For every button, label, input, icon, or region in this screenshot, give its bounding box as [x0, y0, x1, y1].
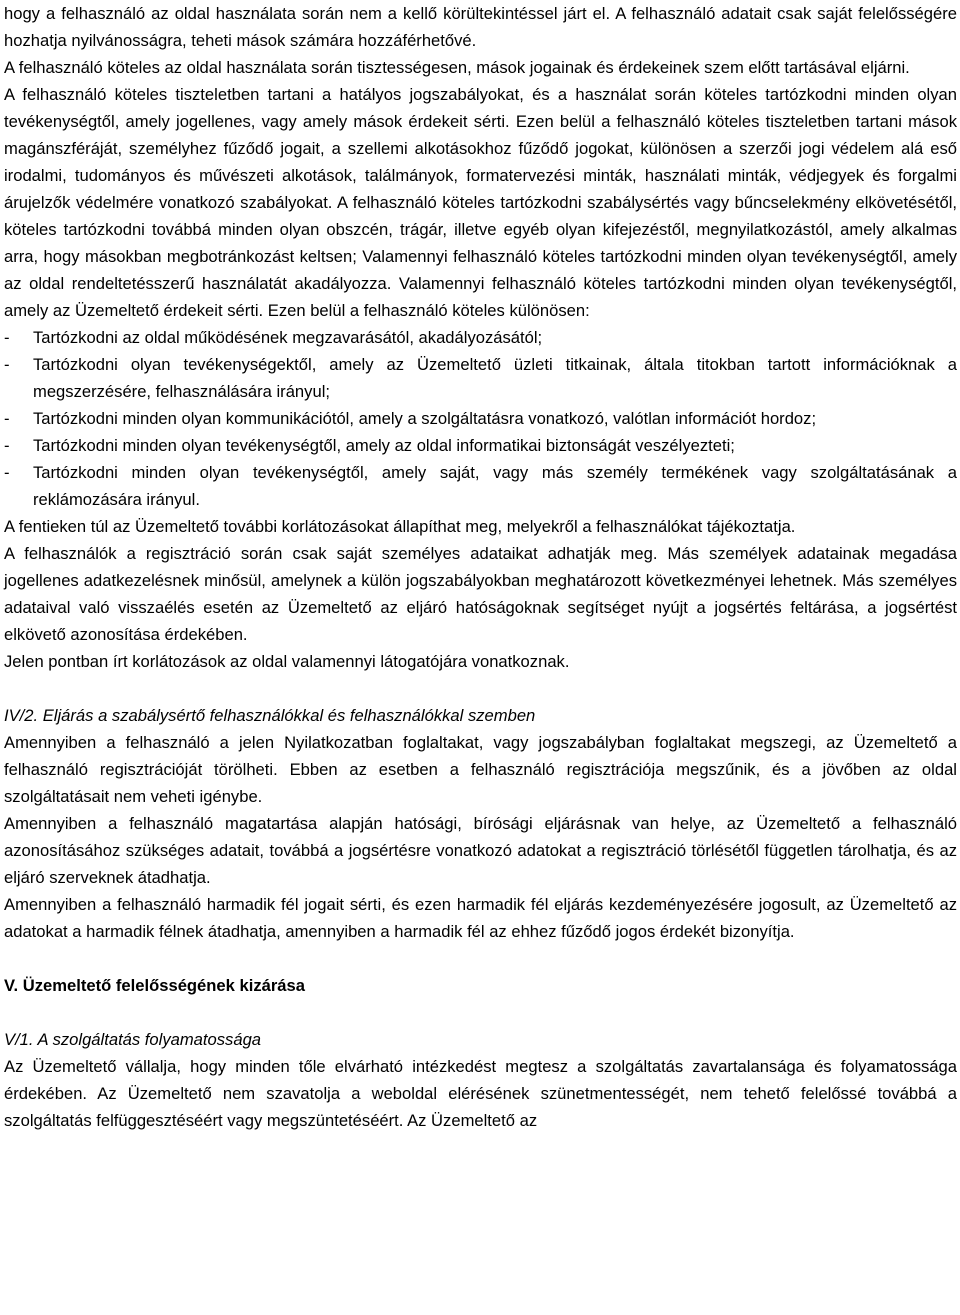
paragraph-service-continuity: Az Üzemeltető vállalja, hogy minden tőle elvárható intézkedést megtesz a szolgáltatás zavartalansága és folyamatossága érdekében. Az Üzemeltető nem szavatolja a weboldal elérésének szünetmentességét, nem tehető felelőssé továbbá a szolgáltatás felfüggesztéséért vagy megszüntetéséért. Az Üzemeltető az — [4, 1057, 957, 1130]
spacer — [4, 675, 957, 702]
list-item — [4, 324, 957, 351]
paragraph-third-party: Amennyiben a felhasználó harmadik fél jogait sérti, és ezen harmadik fél eljárás kezdeményezésére jogosult, az Üzemeltető az adatokat a harmadik félnek átadhatja, amennyiben a harmadik fél az ehhez fűződő jogos érdekét bizonyítja. — [4, 895, 957, 941]
paragraph-scope: Jelen pontban írt korlátozások az oldal valamennyi látogatójára vonatkoznak. — [4, 652, 570, 671]
list-item — [4, 459, 957, 513]
list-marker: - — [4, 436, 10, 455]
document-page — [4, 0, 957, 1134]
list-marker: - — [4, 463, 10, 482]
spacer — [4, 999, 957, 1026]
list-item-text: Tartózkodni olyan tevékenységektől, amely az Üzemeltető üzleti titkainak, általa titokban tartott információknak a megszerzésére, felhasználására irányul; — [33, 355, 957, 401]
section-heading-v1: V/1. A szolgáltatás folyamatossága — [4, 1030, 262, 1049]
paragraph-intro: hogy a felhasználó az oldal használata során nem a kellő körültekintéssel járt el. A felhasználó adatait csak saját felelősségére hozhatja nyilvánosságra, teheti mások számára hozzáférhetővé. — [4, 4, 957, 50]
paragraph-registration-deletion: Amennyiben a felhasználó a jelen Nyilatkozatban foglaltakat, vagy jogszabályban foglaltakat megszegi, az Üzemeltető a felhasználó regisztrációját törölheti. Ebben az esetben a felhasználó regisztrációja megszűnik, és a jövőben az oldal szolgáltatásait nem veheti igénybe. — [4, 733, 957, 806]
list-item — [4, 405, 957, 432]
list-item-text: Tartózkodni minden olyan kommunikációtól, amely a szolgáltatásra vonatkozó, valótlan információt hordoz; — [33, 409, 817, 428]
paragraph-fair-use: A felhasználó köteles az oldal használata során tisztességesen, mások jogainak és érdekeinek szem előtt tartásával eljárni. — [4, 58, 910, 77]
list-item — [4, 432, 957, 459]
paragraph-authority-procedure: Amennyiben a felhasználó magatartása alapján hatósági, bírósági eljárásnak van helye, az Üzemeltető a felhasználó azonosításához szükséges adatait, továbbá a jogsértésre vonatkozó adatokat a regisztráció törlésétől független tárolhatja, és az eljáró szerveknek átadhatja. — [4, 814, 957, 887]
list-item — [4, 351, 957, 405]
list-item-text: Tartózkodni az oldal működésének megzavarásától, akadályozásától; — [33, 328, 543, 347]
list-item-text: Tartózkodni minden olyan tevékenységtől, amely az oldal informatikai biztonságát veszélyezteti; — [33, 436, 735, 455]
list-marker: - — [4, 409, 10, 428]
section-heading-v: V. Üzemeltető felelősségének kizárása — [4, 976, 305, 995]
section-heading-iv2: IV/2. Eljárás a szabálysértő felhasználókkal és felhasználókkal szemben — [4, 706, 536, 725]
paragraph-further-restrictions: A fentieken túl az Üzemeltető további korlátozásokat állapíthat meg, melyekről a felhasználókat tájékoztatja. — [4, 517, 796, 536]
obligation-list — [4, 324, 957, 513]
list-item-text: Tartózkodni minden olyan tevékenységtől, amely saját, vagy más személy termékének vagy szolgáltatásának a reklámozására irányul. — [33, 463, 957, 509]
spacer — [4, 945, 957, 972]
paragraph-personal-data: A felhasználók a regisztráció során csak saját személyes adataikat adhatják meg. Más személyek adatainak megadása jogellenes adatkezelésnek minősül, amelynek a külön jogszabályokban meghatározott következményei lehetnek. Más személyes adataival való visszaélés esetén az Üzemeltető az eljáró hatóságoknak segítséget nyújt a jogsértés feltárása, a jogsértést elkövető azonosítása érdekében. — [4, 544, 957, 644]
list-marker: - — [4, 355, 10, 374]
list-marker: - — [4, 328, 10, 347]
paragraph-legal-obligations: A felhasználó köteles tiszteletben tartani a hatályos jogszabályokat, és a használat során köteles tartózkodni minden olyan tevékenységtől, amely jogellenes, vagy amely mások érdekeit sérti. Ezen belül a felhasználó köteles tiszteletben tartani mások magánszféráját, személyhez fűződő jogait, a szellemi alkotásokhoz fűződő jogokat, különösen a szerzői jogi védelem alá eső irodalmi, tudományos és művészeti alkotások, találmányok, formatervezési minták, használati minták, védjegyek és forgalmi árujelzők védelmére vonatkozó szabályokat. A felhasználó köteles tartózkodni szabálysértés vagy bűncselekmény elkövetésétől, köteles tartózkodni továbbá minden olyan obszcén, trágár, illetve egyéb olyan kifejezéstől, megnyilatkozástól, amely alkalmas arra, hogy másokban megbotránkozást keltsen; Valamennyi felhasználó köteles tartózkodni minden olyan tevékenységtől, amely az oldal rendeltetésszerű használatát akadályozza. Valamennyi felhasználó köteles tartózkodni minden olyan tevékenységtől, amely az Üzemeltető érdekeit sérti. Ezen belül a felhasználó köteles különösen: — [4, 85, 957, 320]
